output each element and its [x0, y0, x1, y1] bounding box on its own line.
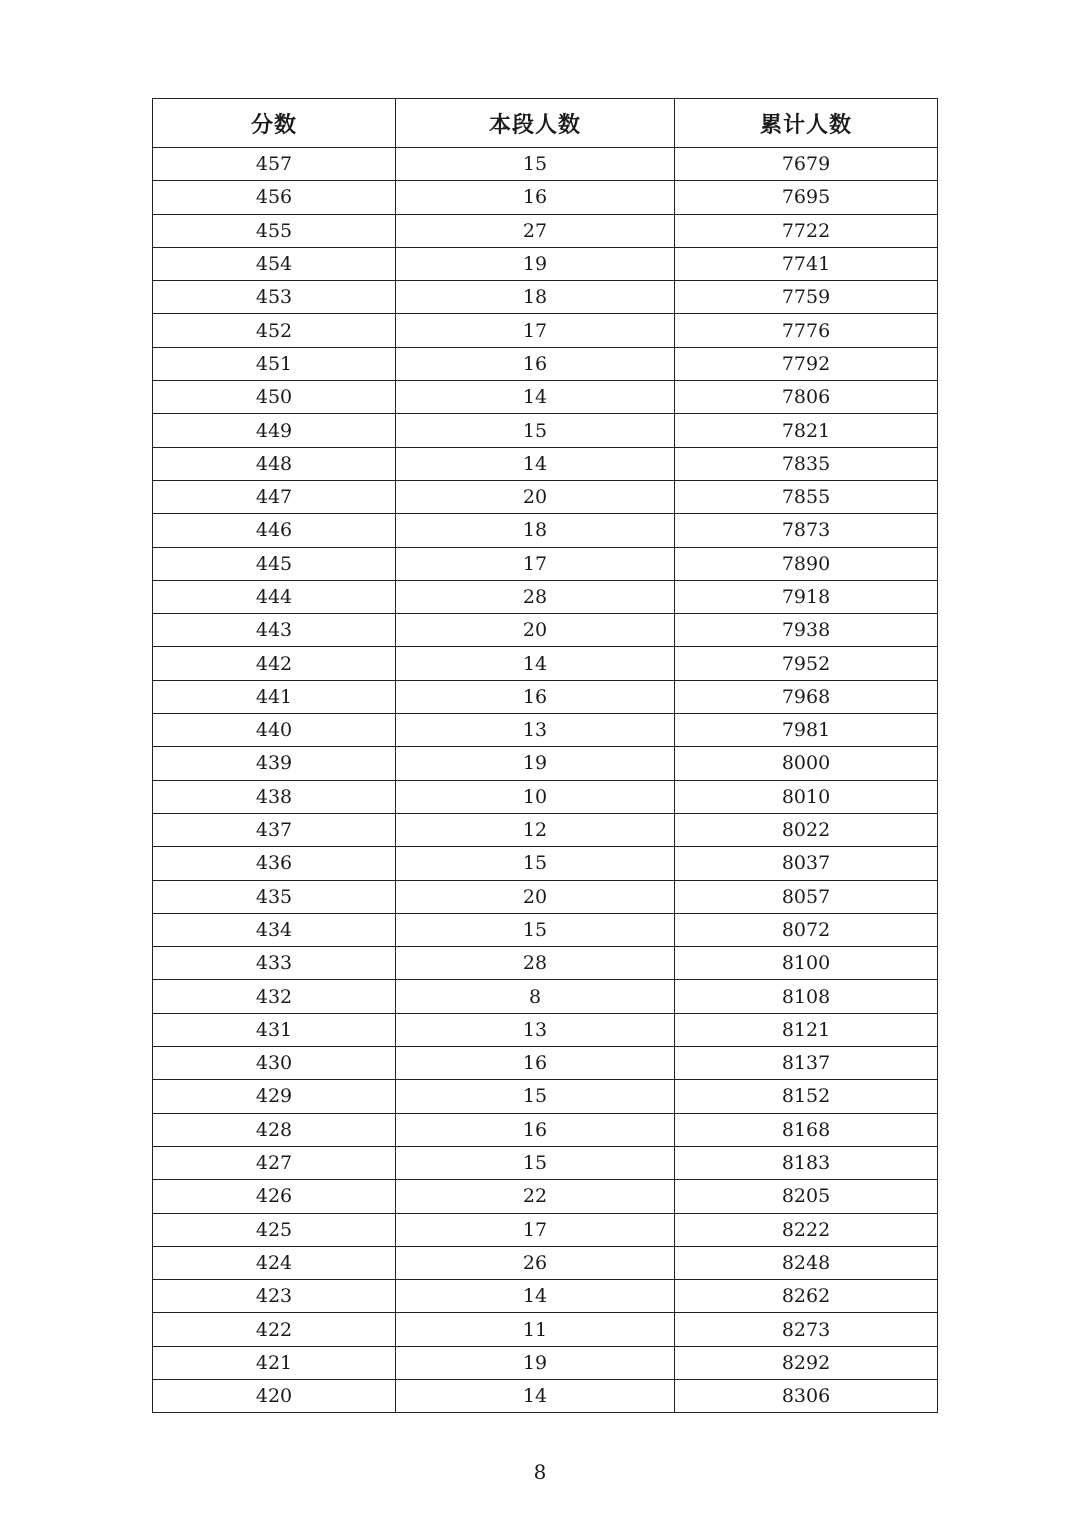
cell-score: 453 — [153, 281, 396, 314]
cell-score: 445 — [153, 547, 396, 580]
cell-cumulative-count: 8306 — [675, 1379, 938, 1412]
cell-segment-count: 11 — [396, 1313, 675, 1346]
cell-segment-count: 27 — [396, 214, 675, 247]
cell-score: 420 — [153, 1379, 396, 1412]
cell-score: 446 — [153, 514, 396, 547]
cell-score: 452 — [153, 314, 396, 347]
cell-segment-count: 28 — [396, 580, 675, 613]
cell-score: 433 — [153, 947, 396, 980]
table-row — [153, 580, 938, 613]
cell-cumulative-count: 8022 — [675, 813, 938, 846]
cell-cumulative-count: 8273 — [675, 1313, 938, 1346]
cell-score: 423 — [153, 1280, 396, 1313]
cell-score: 440 — [153, 714, 396, 747]
table-row — [153, 447, 938, 480]
cell-cumulative-count: 7835 — [675, 447, 938, 480]
cell-cumulative-count: 7918 — [675, 580, 938, 613]
page-number: 8 — [533, 1460, 547, 1484]
table-row — [153, 1080, 938, 1113]
header-segment-count: 本段人数 — [396, 99, 675, 148]
table-row — [153, 181, 938, 214]
cell-score: 454 — [153, 247, 396, 280]
table-row — [153, 747, 938, 780]
cell-segment-count: 20 — [396, 614, 675, 647]
table-row — [153, 514, 938, 547]
cell-cumulative-count: 8121 — [675, 1013, 938, 1046]
table-row — [153, 1047, 938, 1080]
cell-score: 448 — [153, 447, 396, 480]
cell-segment-count: 16 — [396, 347, 675, 380]
cell-segment-count: 10 — [396, 780, 675, 813]
cell-score: 439 — [153, 747, 396, 780]
table-row — [153, 414, 938, 447]
table-row — [153, 148, 938, 181]
score-distribution-table — [152, 98, 938, 1413]
cell-cumulative-count: 8072 — [675, 913, 938, 946]
cell-cumulative-count: 7806 — [675, 381, 938, 414]
cell-cumulative-count: 8168 — [675, 1113, 938, 1146]
table-body — [153, 148, 938, 1413]
table-row — [153, 281, 938, 314]
table-row — [153, 1246, 938, 1279]
cell-segment-count: 15 — [396, 913, 675, 946]
cell-segment-count: 15 — [396, 1146, 675, 1179]
cell-cumulative-count: 8137 — [675, 1047, 938, 1080]
cell-segment-count: 14 — [396, 1379, 675, 1412]
cell-score: 444 — [153, 580, 396, 613]
cell-segment-count: 8 — [396, 980, 675, 1013]
cell-segment-count: 17 — [396, 1213, 675, 1246]
cell-cumulative-count: 7873 — [675, 514, 938, 547]
cell-score: 428 — [153, 1113, 396, 1146]
cell-score: 451 — [153, 347, 396, 380]
table-row — [153, 314, 938, 347]
cell-score: 442 — [153, 647, 396, 680]
cell-cumulative-count: 7890 — [675, 547, 938, 580]
cell-cumulative-count: 8248 — [675, 1246, 938, 1279]
cell-segment-count: 28 — [396, 947, 675, 980]
cell-score: 427 — [153, 1146, 396, 1179]
table-row — [153, 214, 938, 247]
cell-score: 450 — [153, 381, 396, 414]
cell-segment-count: 18 — [396, 281, 675, 314]
cell-segment-count: 13 — [396, 714, 675, 747]
table-row — [153, 813, 938, 846]
cell-segment-count: 14 — [396, 447, 675, 480]
cell-score: 457 — [153, 148, 396, 181]
cell-score: 424 — [153, 1246, 396, 1279]
table-row — [153, 547, 938, 580]
table-row — [153, 780, 938, 813]
cell-cumulative-count: 7821 — [675, 414, 938, 447]
table-row — [153, 1180, 938, 1213]
table-row — [153, 1213, 938, 1246]
cell-score: 436 — [153, 847, 396, 880]
cell-score: 438 — [153, 780, 396, 813]
table-header-row — [153, 99, 938, 148]
cell-score: 425 — [153, 1213, 396, 1246]
cell-segment-count: 19 — [396, 247, 675, 280]
cell-segment-count: 20 — [396, 480, 675, 513]
cell-score: 456 — [153, 181, 396, 214]
cell-segment-count: 14 — [396, 647, 675, 680]
cell-cumulative-count: 8292 — [675, 1346, 938, 1379]
table-row — [153, 1379, 938, 1412]
cell-segment-count: 16 — [396, 181, 675, 214]
table-row — [153, 1280, 938, 1313]
table-row — [153, 614, 938, 647]
cell-score: 437 — [153, 813, 396, 846]
cell-cumulative-count: 8037 — [675, 847, 938, 880]
cell-cumulative-count: 8183 — [675, 1146, 938, 1179]
table-row — [153, 247, 938, 280]
table-row — [153, 847, 938, 880]
cell-cumulative-count: 7968 — [675, 680, 938, 713]
cell-segment-count: 12 — [396, 813, 675, 846]
cell-cumulative-count: 7695 — [675, 181, 938, 214]
table-row — [153, 714, 938, 747]
cell-score: 455 — [153, 214, 396, 247]
cell-segment-count: 17 — [396, 314, 675, 347]
table-row — [153, 1313, 938, 1346]
cell-score: 422 — [153, 1313, 396, 1346]
cell-segment-count: 22 — [396, 1180, 675, 1213]
cell-segment-count: 20 — [396, 880, 675, 913]
cell-cumulative-count: 8222 — [675, 1213, 938, 1246]
cell-segment-count: 16 — [396, 680, 675, 713]
cell-segment-count: 19 — [396, 1346, 675, 1379]
cell-score: 432 — [153, 980, 396, 1013]
cell-cumulative-count: 7855 — [675, 480, 938, 513]
cell-segment-count: 15 — [396, 847, 675, 880]
cell-segment-count: 14 — [396, 381, 675, 414]
cell-cumulative-count: 8100 — [675, 947, 938, 980]
cell-score: 435 — [153, 880, 396, 913]
cell-cumulative-count: 7776 — [675, 314, 938, 347]
cell-score: 441 — [153, 680, 396, 713]
cell-score: 430 — [153, 1047, 396, 1080]
cell-cumulative-count: 8000 — [675, 747, 938, 780]
cell-segment-count: 13 — [396, 1013, 675, 1046]
cell-segment-count: 15 — [396, 414, 675, 447]
table-row — [153, 947, 938, 980]
cell-cumulative-count: 7792 — [675, 347, 938, 380]
cell-score: 429 — [153, 1080, 396, 1113]
cell-cumulative-count: 8262 — [675, 1280, 938, 1313]
cell-score: 426 — [153, 1180, 396, 1213]
cell-cumulative-count: 7952 — [675, 647, 938, 680]
header-cumulative-count: 累计人数 — [675, 99, 938, 148]
cell-cumulative-count: 8108 — [675, 980, 938, 1013]
cell-score: 449 — [153, 414, 396, 447]
cell-cumulative-count: 7938 — [675, 614, 938, 647]
cell-segment-count: 19 — [396, 747, 675, 780]
table-row — [153, 880, 938, 913]
cell-cumulative-count: 7722 — [675, 214, 938, 247]
table-row — [153, 680, 938, 713]
cell-cumulative-count: 8152 — [675, 1080, 938, 1113]
cell-cumulative-count: 7981 — [675, 714, 938, 747]
cell-segment-count: 15 — [396, 148, 675, 181]
cell-cumulative-count: 7679 — [675, 148, 938, 181]
cell-cumulative-count: 7759 — [675, 281, 938, 314]
table-row — [153, 480, 938, 513]
table-row — [153, 913, 938, 946]
cell-cumulative-count: 8057 — [675, 880, 938, 913]
cell-score: 434 — [153, 913, 396, 946]
cell-segment-count: 18 — [396, 514, 675, 547]
cell-segment-count: 16 — [396, 1113, 675, 1146]
table-row — [153, 1346, 938, 1379]
table-row — [153, 647, 938, 680]
cell-segment-count: 17 — [396, 547, 675, 580]
header-score: 分数 — [153, 99, 396, 148]
cell-score: 447 — [153, 480, 396, 513]
cell-segment-count: 14 — [396, 1280, 675, 1313]
table-row — [153, 347, 938, 380]
table-row — [153, 1113, 938, 1146]
cell-score: 421 — [153, 1346, 396, 1379]
cell-cumulative-count: 8010 — [675, 780, 938, 813]
table-row — [153, 1146, 938, 1179]
cell-segment-count: 15 — [396, 1080, 675, 1113]
cell-segment-count: 26 — [396, 1246, 675, 1279]
table-row — [153, 980, 938, 1013]
cell-score: 443 — [153, 614, 396, 647]
cell-segment-count: 16 — [396, 1047, 675, 1080]
table-row — [153, 1013, 938, 1046]
cell-score: 431 — [153, 1013, 396, 1046]
table-row — [153, 381, 938, 414]
cell-cumulative-count: 8205 — [675, 1180, 938, 1213]
cell-cumulative-count: 7741 — [675, 247, 938, 280]
